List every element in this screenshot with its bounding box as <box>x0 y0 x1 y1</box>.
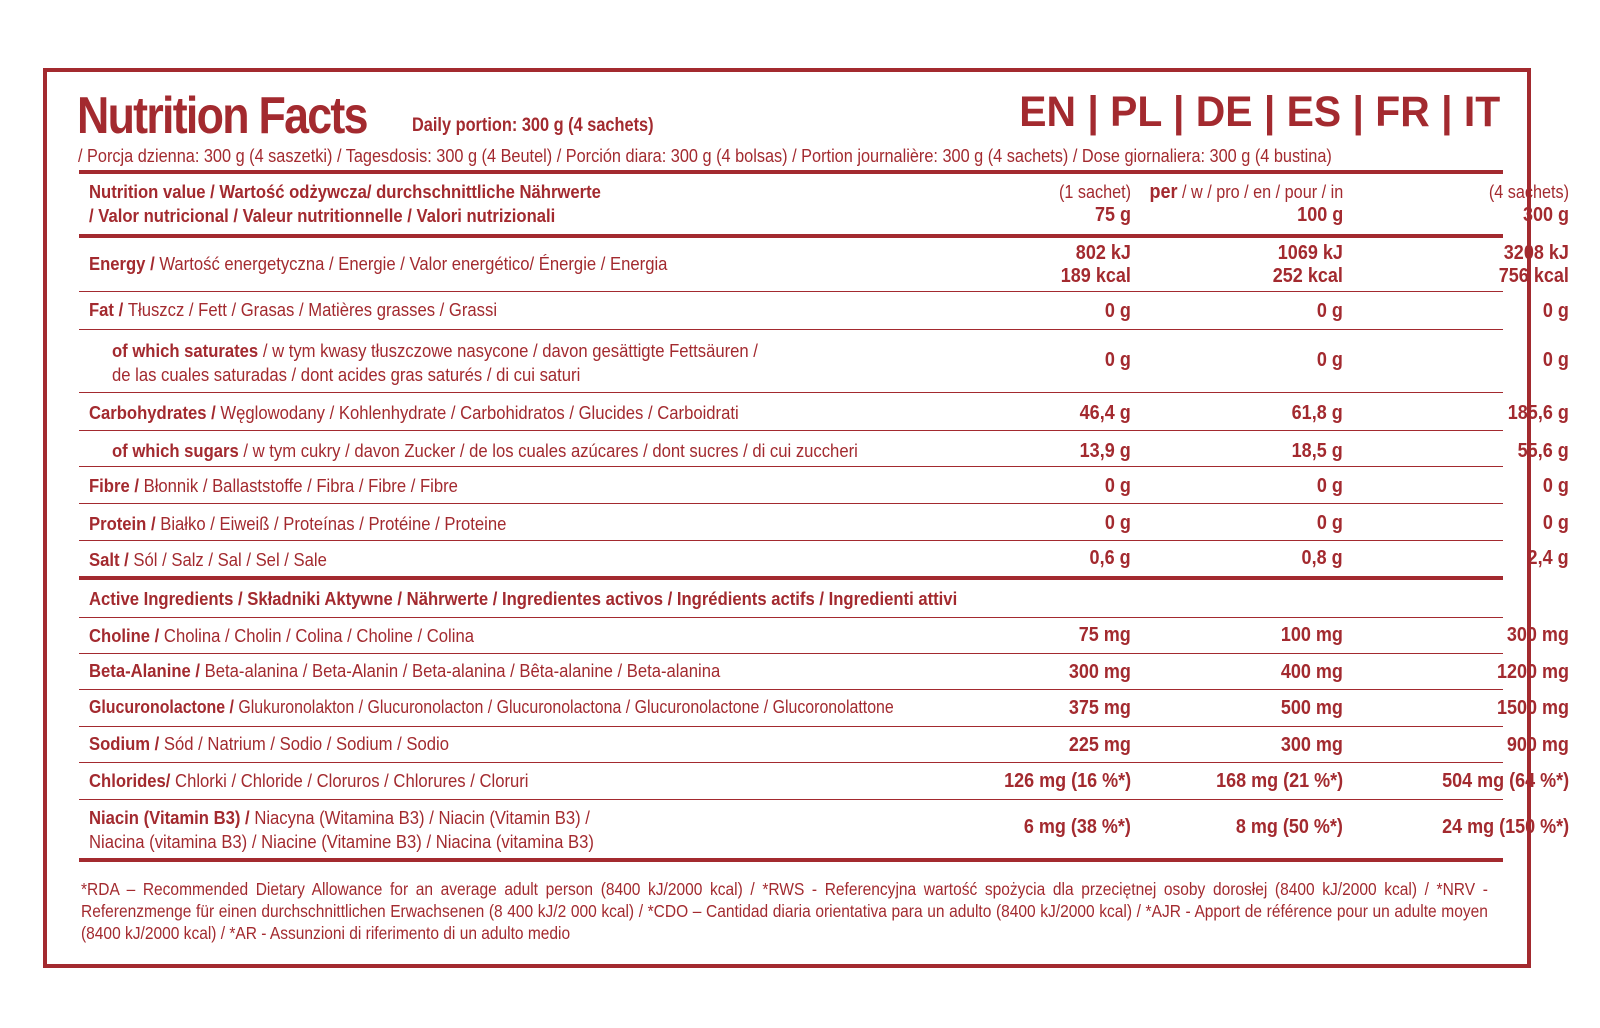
divider <box>79 689 1503 690</box>
portion-translations: / Porcja dzienna: 300 g (4 saszetki) / Tagesdosis: 300 g (4 Beutel) / Porción diara: 300 g (4 bolsas) / Portion journalière: 300 g (4 sachets) / Dose giornaliera: 300 g (4 bustina) <box>78 146 1332 166</box>
rda-footnote: *RDA – Recommended Dietary Allowance for an average adult person (8400 kJ/2000 kcal) / *RWS - Referencyjna wartość spożycia dla przeciętnej osoby dorosłej (8400 kJ/2000 kcal) / *NRV - Referenzmenge für einen durchschnittlichen Erwachsenen (8 400 kJ/2 000 kcal) / *CDO – Cantidad diaria orientativa para un adulto (8400 kJ/2000 kcal) / *AJR - Apport de référence pour un adulte moyen (8400 kJ/2000 kcal) / *AR - Assunzioni di riferimento di un adulto medio <box>81 879 1488 943</box>
divider <box>79 858 1503 862</box>
language-list: EN | PL | DE | ES | FR | IT <box>1019 88 1500 136</box>
daily-portion: Daily portion: 300 g (4 sachets) <box>412 115 654 136</box>
divider <box>79 329 1503 330</box>
divider <box>79 503 1503 504</box>
column-label-line2: / Valor nutricional / Valeur nutritionnelle / Valori nutrizionali <box>89 205 556 226</box>
divider <box>79 799 1503 800</box>
column-label <box>89 180 601 228</box>
divider <box>79 540 1503 541</box>
divider <box>79 653 1503 654</box>
divider <box>79 392 1503 393</box>
column-2-header: per / w / pro / en / pour / in 100 g <box>1149 181 1343 226</box>
divider <box>79 170 1503 174</box>
column-label-line1: Nutrition value / Wartość odżywcza/ durchschnittliche Nährwerte <box>89 181 601 202</box>
divider <box>79 576 1503 580</box>
divider <box>79 617 1503 618</box>
column-1-header: (1 sachet) 75 g <box>1058 182 1131 226</box>
divider <box>79 726 1503 727</box>
divider <box>79 430 1503 431</box>
divider <box>79 762 1503 763</box>
divider <box>79 466 1503 467</box>
column-3-header: (4 sachets) 300 g <box>1488 182 1569 226</box>
divider <box>79 291 1503 292</box>
divider <box>79 234 1503 238</box>
page-title: Nutrition Facts <box>77 87 367 145</box>
